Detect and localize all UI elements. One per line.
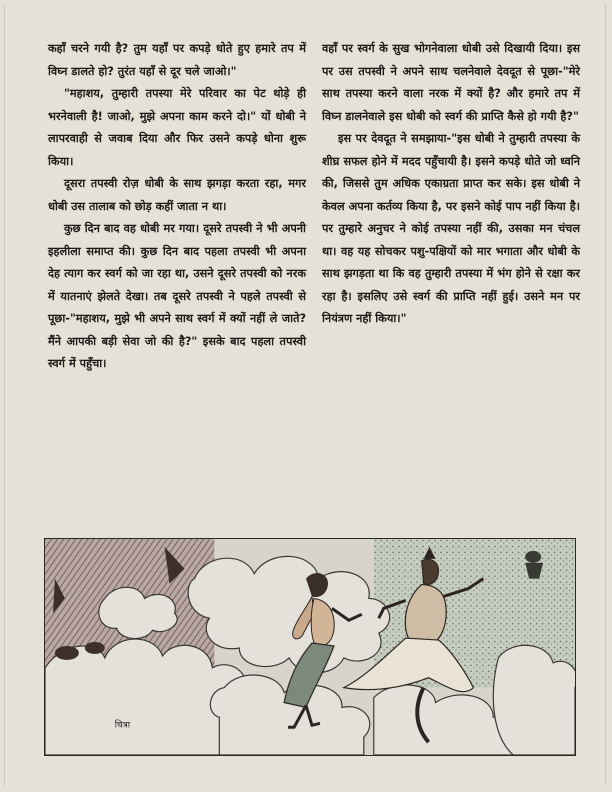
story-illustration [44, 538, 576, 756]
paragraph: कुछ दिन बाद वह धोबी मर गया। दूसरे तपस्वी ने भी अपनी इहलीला समाप्त की। कुछ दिन बाद पहला तपस्वी भी अपना देह त्याग कर स्वर्ग को जा रहा था, उसने दूसरे तपस्वी को नरक में यातनाएं झेलते देखा। तब दूसरे तपस्वी ने पहले तपस्वी से पूछा-"महाशय, मुझे भी अपने साथ स्वर्ग में क्यों नहीं ले जाते? मैंने आपकी बड़ी सेवा जो की है?" इसके बाद पहला तपस्वी स्वर्ग में पहुँचा। [48, 222, 306, 370]
paragraph: इस पर देवदूत ने समझाया-"इस धोबी ने तुम्हारी तपस्या के शीघ्र सफल होने में मदद पहुँचायी है। इसने कपड़े धोते जो ध्वनि की, जिससे तुम अधिक एकाग्रता प्राप्त कर सके। इस धोबी ने केवल अपना कर्तव्य किया है, पर इसने कोई पाप नहीं किया है। पर तुम्हारे अनुचर ने कोई तपस्या नहीं की, उसका मन चंचल था। वह यह सोचकर पशु-पक्षियों को मार भगाता और धोबी के साथ झगड़ता था कि वह तुम्हारी तपस्या में भंग होने से रक्षा कर रहा है। इसलिए उसे स्वर्ग की प्राप्ति नहीं हुई। उसने मन पर नियंत्रण नहीं किया।" [322, 132, 580, 325]
left-text-column [48, 38, 306, 376]
paragraph: वहाँ पर स्वर्ग के सुख भोगनेवाला धोबी उसे दिखायी दिया। इस पर उस तपस्वी ने अपने साथ चलनेवाले देवदूत से पूछा-"मेरे साथ तपस्या करने वाला नरक में क्यों है? और हमारे तप में विघ्न डालनेवाले इस धोबी को स्वर्ग की प्राप्ति कैसे हो गयी है?" [322, 42, 580, 123]
paragraph: कहाँ चरने गयी है? तुम यहाँ पर कपड़े धोते हुए हमारे तप में विघ्न डालते हो? तुरंत यहाँ से दूर चले जाओ।" [48, 42, 306, 78]
artist-signature: चित्रा [114, 720, 131, 731]
right-text-column [322, 38, 580, 331]
illustration-drawing [45, 539, 575, 755]
paragraph: दूसरा तपस्वी रोज़ धोबी के साथ झगड़ा करता रहा, मगर धोबी उस तालाब को छोड़ कहीं जाता न था। [48, 177, 306, 213]
paragraph: "महाशय, तुम्हारी तपस्या मेरे परिवार का पेट थोड़े ही भरनेवाली है! जाओ, मुझे अपना काम करने दो।" यों धोबी ने लापरवाही से जवाब दिया और फिर उसने कपड़े धोना शुरू किया। [48, 87, 306, 168]
